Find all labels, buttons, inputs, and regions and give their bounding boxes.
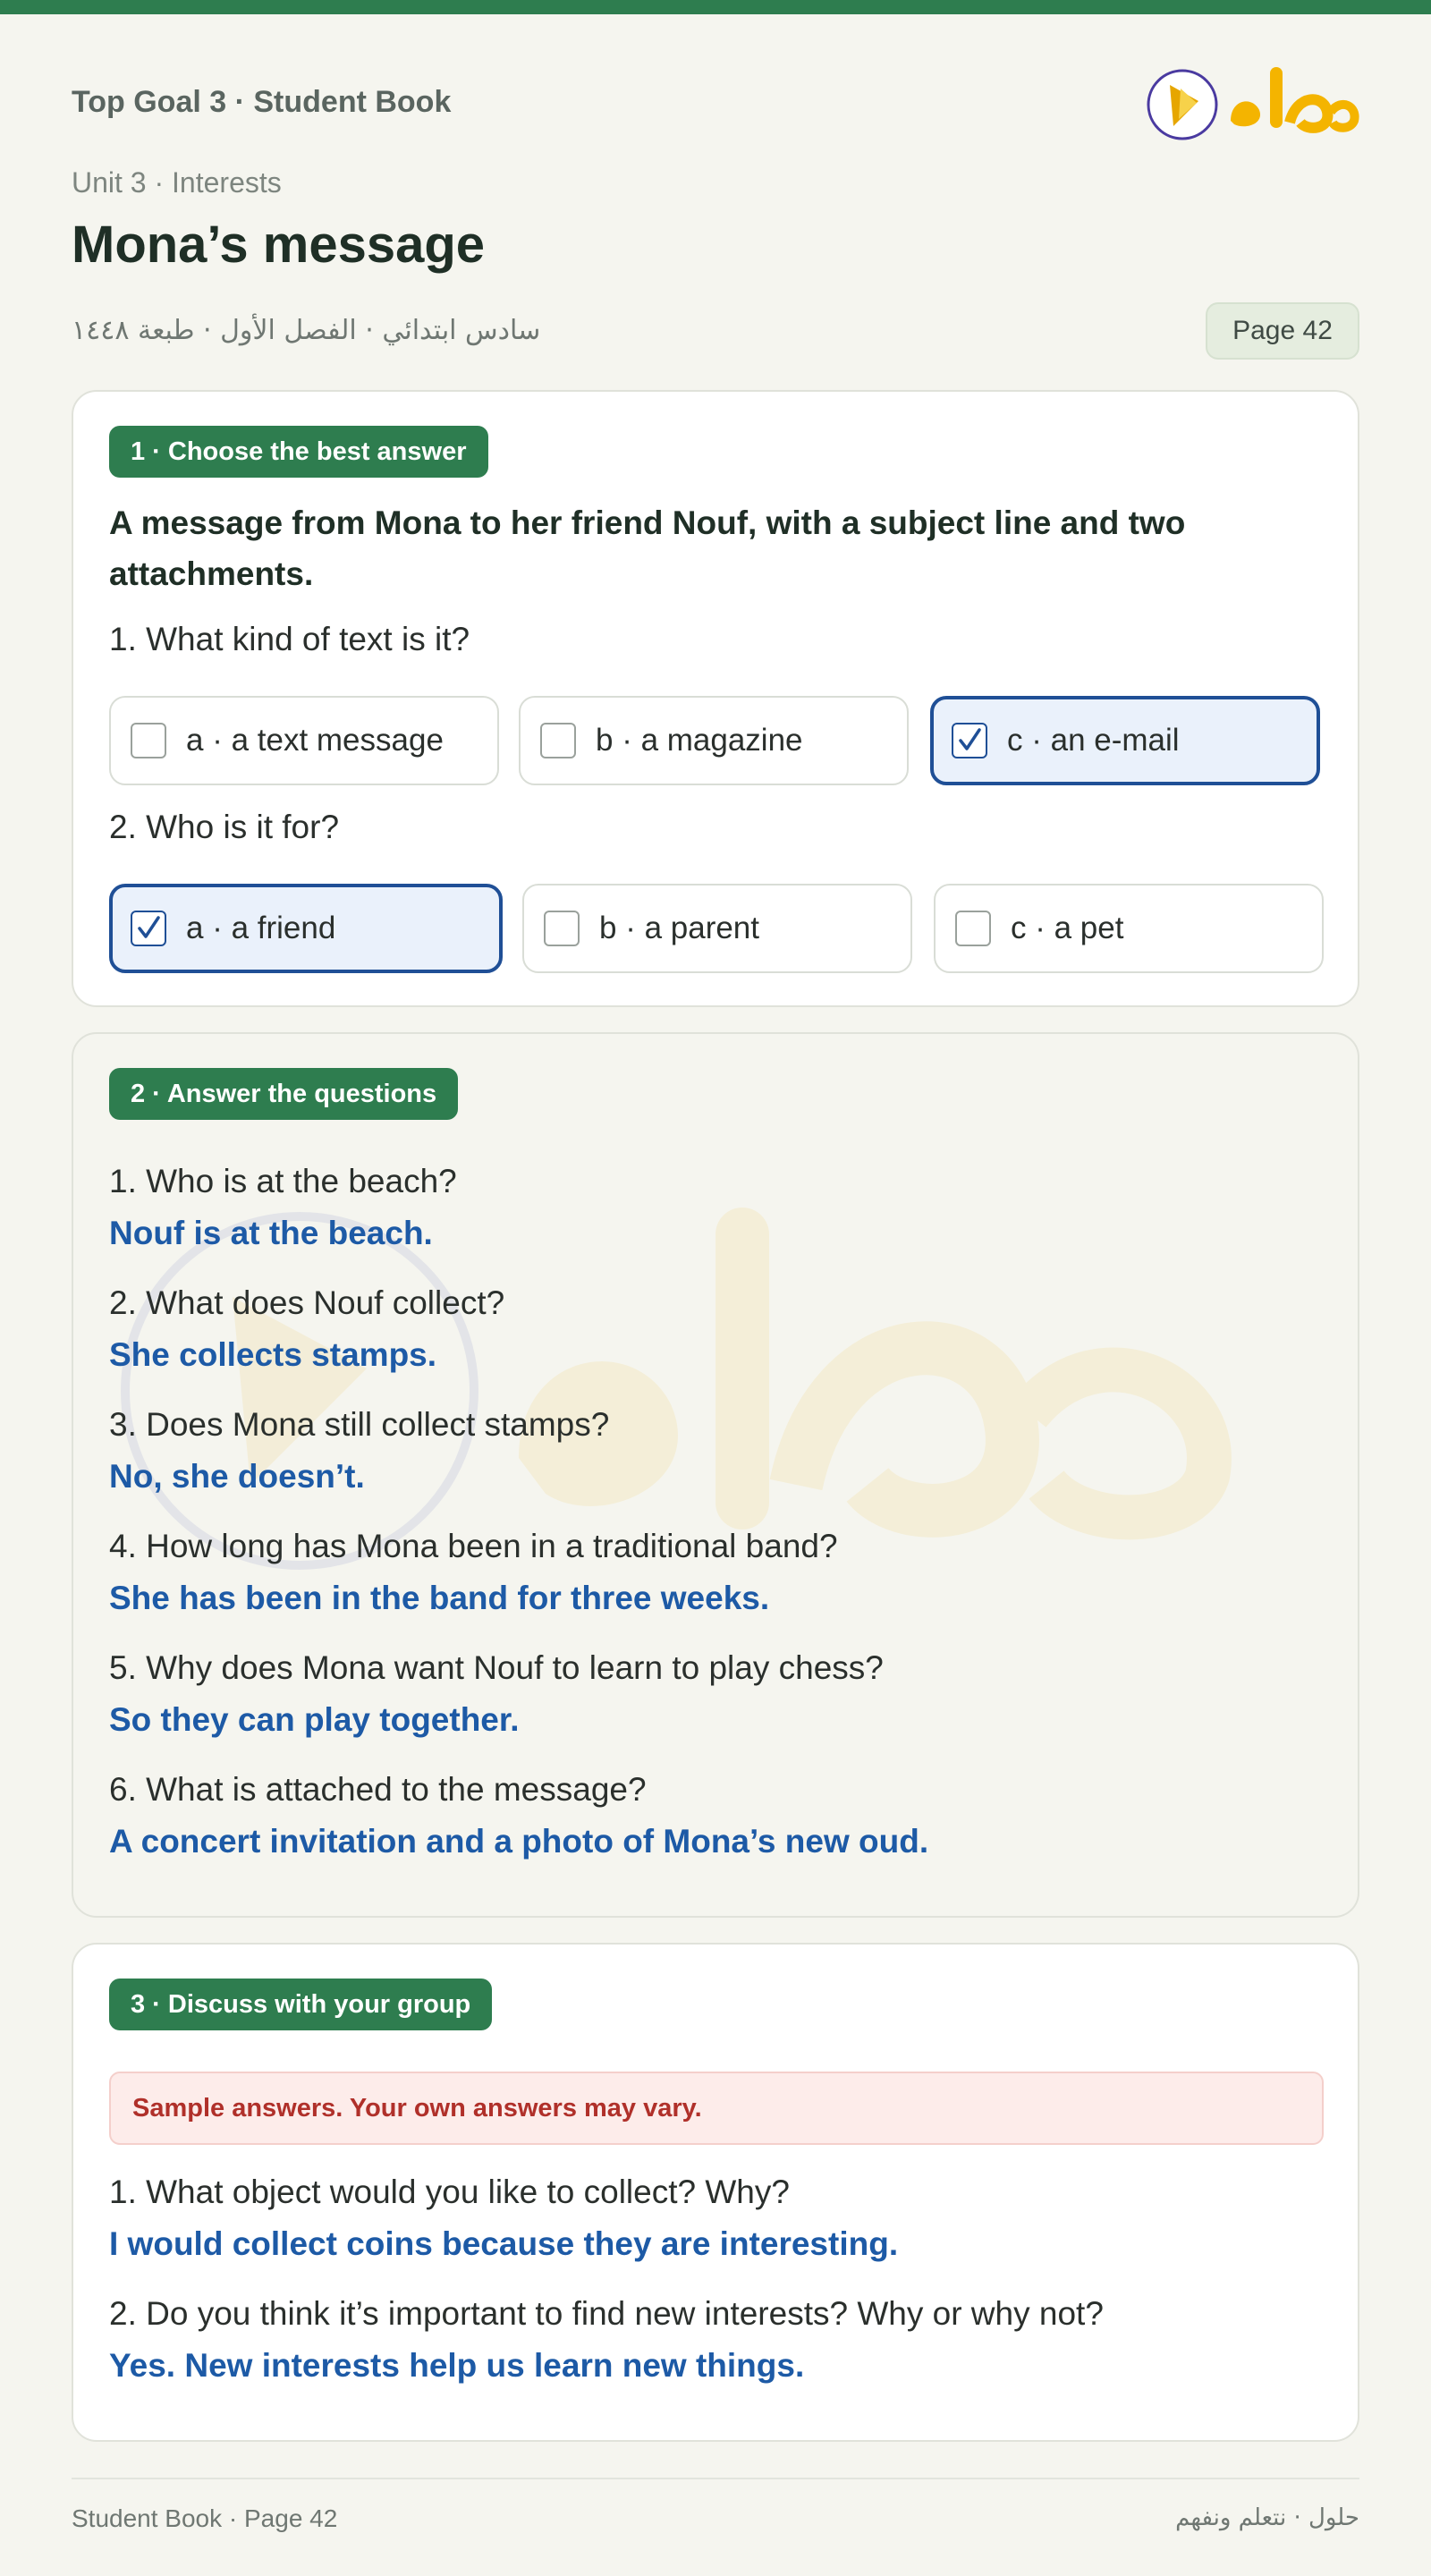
unit-label: Unit 3 · Interests xyxy=(72,166,282,199)
answer-text: She has been in the band for three weeks. xyxy=(109,1580,770,1616)
question-text: 2. Do you think it’s important to find new interests? Why or why not? xyxy=(109,2295,1104,2332)
book-title: Top Goal 3 · Student Book xyxy=(72,85,452,119)
hulul-logo-icon xyxy=(1145,58,1359,148)
question-text: 4. How long has Mona been in a traditional band? xyxy=(109,1528,838,1564)
answer-text: Nouf is at the beach. xyxy=(109,1215,433,1251)
checkbox[interactable] xyxy=(540,723,576,758)
footer-divider xyxy=(72,2478,1359,2479)
option-label: c · a pet xyxy=(1011,911,1124,945)
sample-answers-note: Sample answers. Your own answers may vary. xyxy=(109,2072,1324,2145)
section-badge: 1 · Choose the best answer xyxy=(109,426,488,478)
checkbox[interactable] xyxy=(544,911,580,946)
page-number-badge: Page 42 xyxy=(1206,302,1359,360)
question-text: 5. Why does Mona want Nouf to learn to play chess? xyxy=(109,1649,884,1686)
page-header xyxy=(72,85,1359,120)
question-text: 2. Who is it for? xyxy=(109,809,340,845)
checkbox-checked[interactable] xyxy=(952,723,987,758)
section-intro: A message from Mona to her friend Nouf, with a subject line and two attachments. xyxy=(109,504,1186,592)
section-answer-questions xyxy=(72,1032,1359,1918)
answer-text: She collects stamps. xyxy=(109,1336,437,1373)
footer-page-label: Student Book · Page 42 xyxy=(72,2504,338,2532)
answer-text: A concert invitation and a photo of Mona’s new oud. xyxy=(109,1823,929,1860)
option-label: b · a parent xyxy=(599,911,759,945)
option-label: a · a friend xyxy=(186,911,336,945)
answer-text: Yes. New interests help us learn new things. xyxy=(109,2347,805,2384)
answer-option[interactable] xyxy=(519,696,909,785)
check-icon xyxy=(956,727,983,754)
question-text: 6. What is attached to the message? xyxy=(109,1771,647,1808)
section-badge: 2 · Answer the questions xyxy=(109,1068,458,1120)
answer-text: I would collect coins because they are interesting. xyxy=(109,2225,899,2262)
page-title: Mona’s message xyxy=(72,216,486,274)
answer-text: So they can play together. xyxy=(109,1701,520,1738)
section-badge: 3 · Discuss with your group xyxy=(109,1979,492,2030)
check-icon xyxy=(135,915,162,942)
question-text: 1. What object would you like to collect? Why? xyxy=(109,2174,790,2210)
question-text: 1. Who is at the beach? xyxy=(109,1163,457,1199)
top-accent-bar xyxy=(0,0,1431,14)
answer-option[interactable] xyxy=(934,884,1324,973)
answer-option-selected[interactable] xyxy=(930,696,1320,785)
option-label: a · a text message xyxy=(186,723,444,758)
section-choose-best-answer xyxy=(72,390,1359,1007)
checkbox[interactable] xyxy=(955,911,991,946)
option-label: c · an e-mail xyxy=(1007,723,1180,758)
section-discuss-group xyxy=(72,1943,1359,2442)
question-text: 1. What kind of text is it? xyxy=(109,621,470,657)
checkbox[interactable] xyxy=(131,723,166,758)
checkbox-checked[interactable] xyxy=(131,911,166,946)
option-label: b · a magazine xyxy=(596,723,803,758)
arabic-subtitle: سادس ابتدائي · الفصل الأول · طبعة ١٤٤٨ xyxy=(72,315,541,346)
answer-text: No, she doesn’t. xyxy=(109,1458,365,1495)
footer-brand-tagline: حلول · نتعلم ونفهم xyxy=(1175,2504,1359,2531)
answer-option[interactable] xyxy=(522,884,912,973)
answer-option[interactable] xyxy=(109,696,499,785)
question-text: 2. What does Nouf collect? xyxy=(109,1284,505,1321)
answer-option-selected[interactable] xyxy=(109,884,503,973)
question-text: 3. Does Mona still collect stamps? xyxy=(109,1406,610,1443)
